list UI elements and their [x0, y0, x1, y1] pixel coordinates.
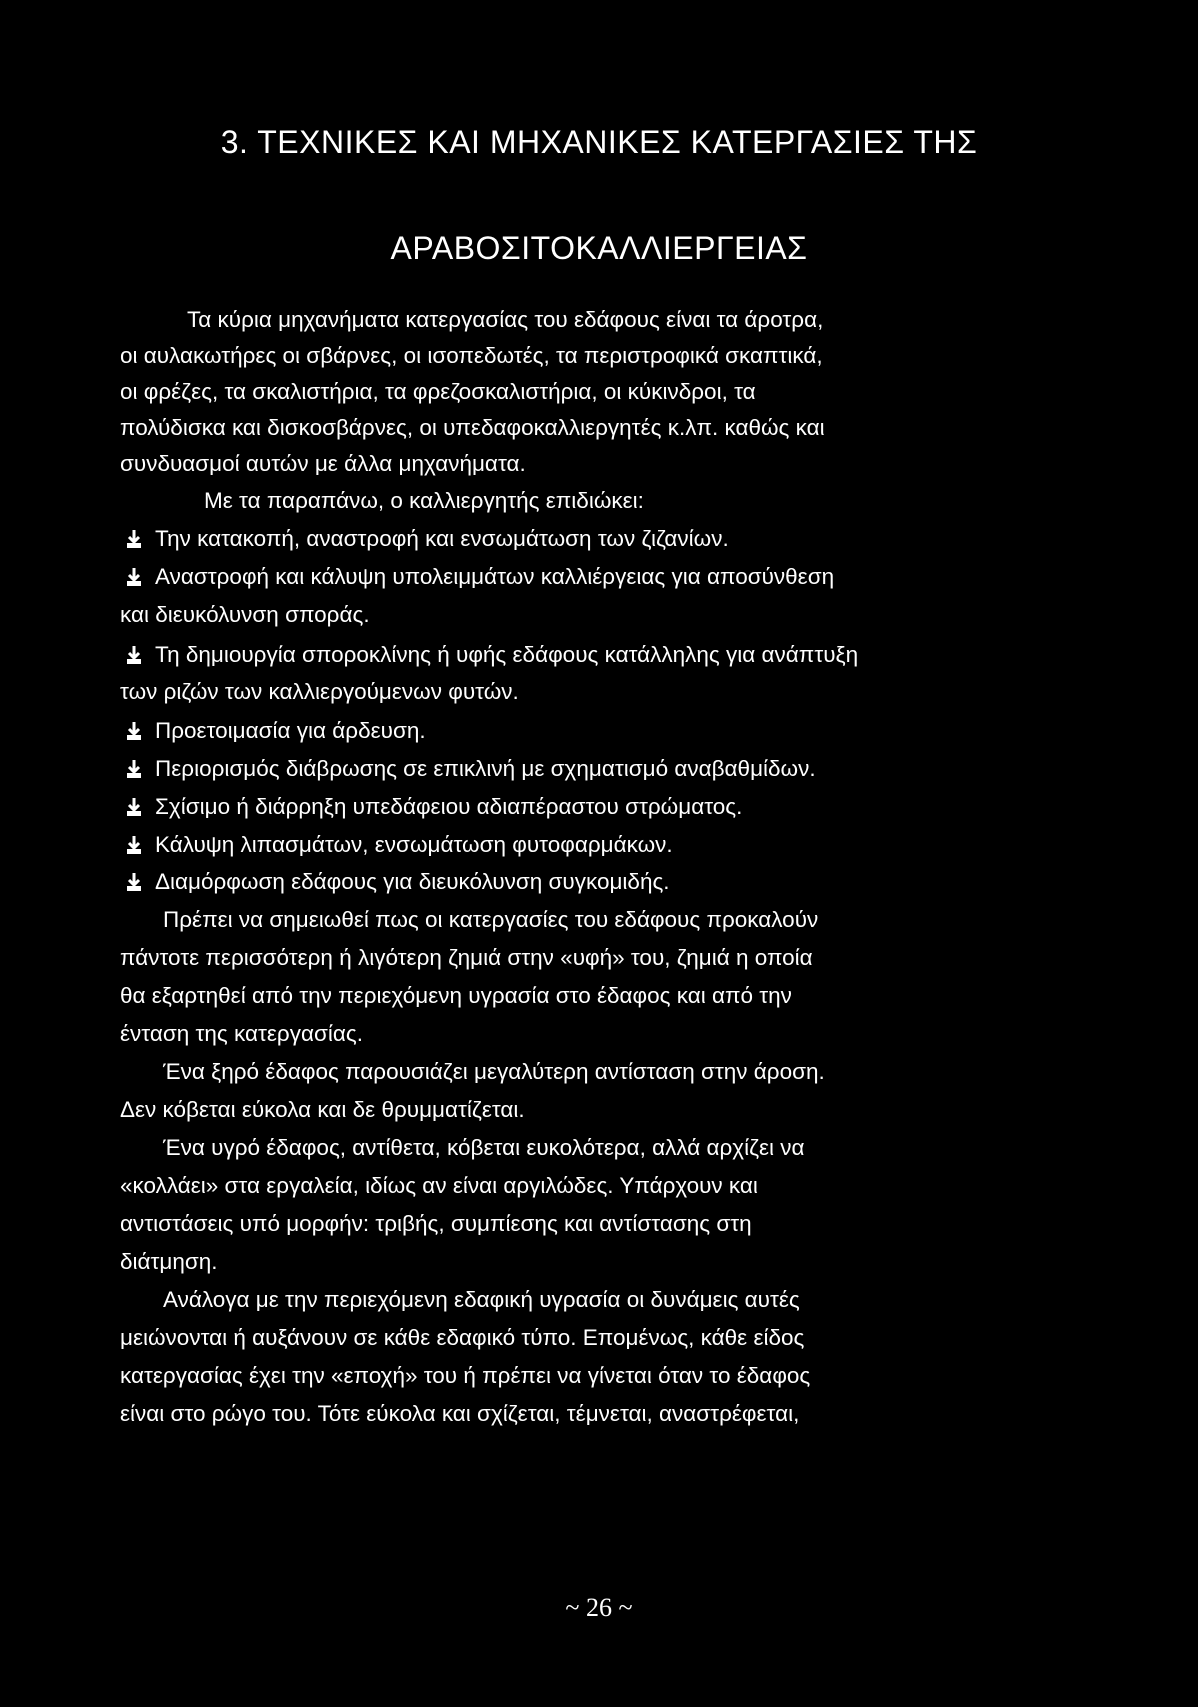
paragraph-line: Ένα ξηρό έδαφος παρουσιάζει μεγαλύτερη αντίσταση στην άροση.: [163, 1059, 825, 1084]
bullet-item: [155, 867, 670, 897]
bullet-item: [155, 562, 834, 592]
bullet-continuation: των ριζών των καλλιεργούμενων φυτών.: [120, 679, 519, 704]
intro-line: οι φρέζες, τα σκαλιστήρια, τα φρεζοσκαλιστήρια, οι κύκινδροι, τα: [120, 379, 756, 404]
paragraph-line: κατεργασίας έχει την «εποχή» του ή πρέπει να γίνεται όταν το έδαφος: [120, 1363, 811, 1388]
bullet-item: [155, 792, 742, 822]
bullet-item: [155, 754, 816, 784]
pointing-hand-arrow-icon: [123, 566, 145, 588]
bullet-item: [155, 716, 426, 746]
paragraph-line: ένταση της κατεργασίας.: [120, 1021, 363, 1046]
intro-line: πολύδισκα και δισκοσβάρνες, οι υπεδαφοκαλλιεργητές κ.λπ. καθώς και: [120, 415, 825, 440]
intro-line: Τα κύρια μηχανήματα κατεργασίας του εδάφους είναι τα άροτρα,: [187, 307, 824, 332]
intro-line: οι αυλακωτήρες οι σβάρνες, οι ισοπεδωτές, τα περιστροφικά σκαπτικά,: [120, 343, 823, 368]
paragraph-line: πάντοτε περισσότερη ή λιγότερη ζημιά στην «υφή» του, ζημιά η οποία: [120, 945, 813, 970]
paragraph-line: θα εξαρτηθεί από την περιεχόμενη υγρασία στο έδαφος και από την: [120, 983, 792, 1008]
bullet-item: [155, 830, 673, 860]
bullet-text: Κάλυψη λιπασμάτων, ενσωμάτωση φυτοφαρμάκων.: [155, 832, 673, 857]
pointing-hand-arrow-icon: [123, 796, 145, 818]
chapter-title-line-1: 3. ΤΕΧΝΙΚΕΣ ΚΑΙ ΜΗΧΑΝΙΚΕΣ ΚΑΤΕΡΓΑΣΙΕΣ ΤΗΣ: [220, 124, 978, 160]
bullet-continuation: και διευκόλυνση σποράς.: [120, 602, 370, 627]
bullet-text: Αναστροφή και κάλυψη υπολειμμάτων καλλιέργειας για αποσύνθεση: [155, 564, 835, 589]
bullet-text: Σχίσιμο ή διάρρηξη υπεδάφειου αδιαπέραστου στρώματος.: [155, 794, 743, 819]
bullet-text: Τη δημιουργία σποροκλίνης ή υφής εδάφους κατάλληλης για ανάπτυξη: [155, 642, 859, 667]
pointing-hand-arrow-icon: [123, 644, 145, 666]
paragraph-line: Ανάλογα με την περιεχόμενη εδαφική υγρασία οι δυνάμεις αυτές: [163, 1287, 800, 1312]
bullet-text: Την κατακοπή, αναστροφή και ενσωμάτωση των ζιζανίων.: [155, 526, 729, 551]
pointing-hand-arrow-icon: [123, 834, 145, 856]
pointing-hand-arrow-icon: [123, 528, 145, 550]
paragraph-line: διάτμηση.: [120, 1249, 218, 1274]
bullet-text: Προετοιμασία για άρδευση.: [155, 718, 426, 743]
bullet-text: Διαμόρφωση εδάφους για διευκόλυνση συγκομιδής.: [155, 869, 670, 894]
paragraph-line: αντιστάσεις υπό μορφήν: τριβής, συμπίεσης και αντίστασης στη: [120, 1211, 752, 1236]
paragraph-line: είναι στο ρώγο του. Τότε εύκολα και σχίζεται, τέμνεται, αναστρέφεται,: [120, 1401, 800, 1426]
paragraph-line: Ένα υγρό έδαφος, αντίθετα, κόβεται ευκολότερα, αλλά αρχίζει να: [163, 1135, 805, 1160]
pointing-hand-arrow-icon: [123, 758, 145, 780]
paragraph-line: μειώνονται ή αυξάνουν σε κάθε εδαφικό τύπο. Επομένως, κάθε είδος: [120, 1325, 805, 1350]
pointing-hand-arrow-icon: [123, 720, 145, 742]
paragraph-line: Πρέπει να σημειωθεί πως οι κατεργασίες του εδάφους προκαλούν: [163, 907, 819, 932]
pointing-hand-arrow-icon: [123, 871, 145, 893]
paragraph-line: «κολλάει» στα εργαλεία, ιδίως αν είναι αργιλώδες. Υπάρχουν και: [120, 1173, 758, 1198]
bullet-item: [155, 524, 729, 554]
bullet-text: Περιορισμός διάβρωσης σε επικλινή με σχηματισμό αναβαθμίδων.: [155, 756, 816, 781]
intro-line: συνδυασμοί αυτών με άλλα μηχανήματα.: [120, 451, 526, 476]
chapter-title-line-2: ΑΡΑΒΟΣΙΤΟΚΑΛΛΙΕΡΓΕΙΑΣ: [390, 230, 808, 266]
bullet-item: [155, 640, 858, 670]
intro-line: Με τα παραπάνω, ο καλλιεργητής επιδιώκει:: [204, 488, 644, 513]
paragraph-line: Δεν κόβεται εύκολα και δε θρυμματίζεται.: [120, 1097, 525, 1122]
page-number: ~ 26 ~: [565, 1593, 633, 1622]
